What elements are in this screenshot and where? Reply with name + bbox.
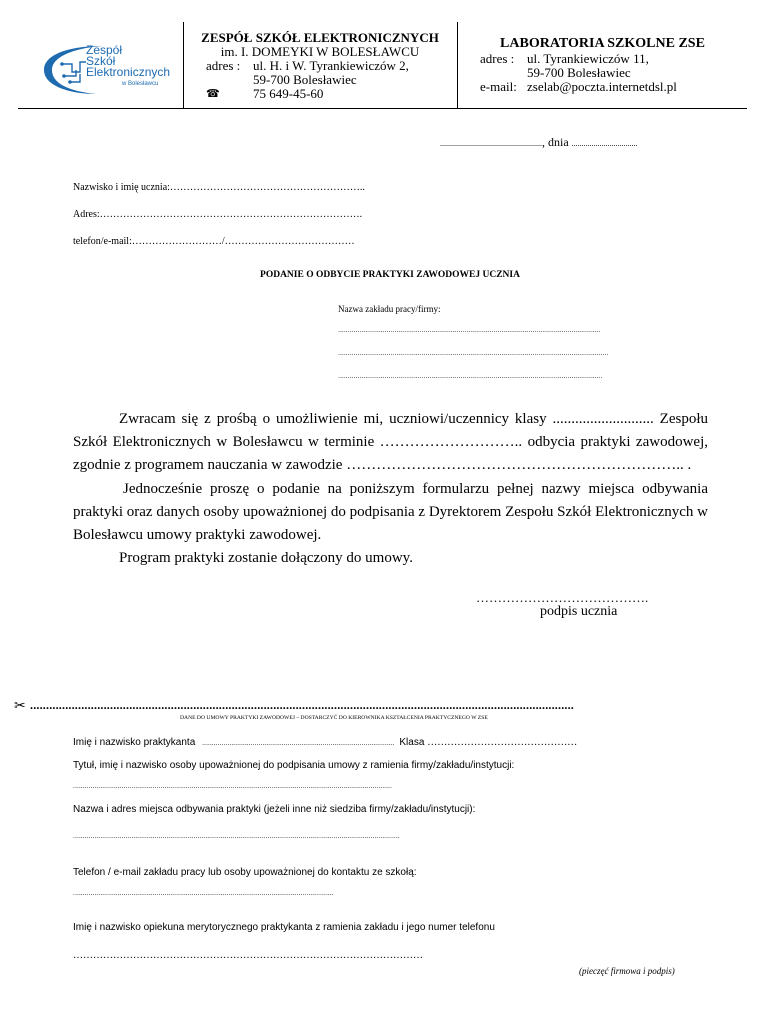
date-dots: ................................. [571, 139, 638, 148]
lab-address-line2: 59-700 Bolesławiec [527, 65, 631, 80]
school-patron: im. I. DOMEYKI W BOLESŁAWCU [220, 44, 420, 59]
stamp-label: (pieczęć firmowa i podpis) [579, 966, 675, 976]
company-line-3: ........................................................................................................................................ [338, 373, 603, 380]
scissors-icon: ✂ [14, 698, 26, 714]
company-label: Nazwa zakładu pracy/firmy: [338, 304, 441, 314]
school-logo [40, 42, 171, 98]
authorized-dots: .................................................................................................................................................................... [73, 783, 392, 790]
company-line-2: ........................................................................................................................................... [338, 350, 609, 357]
body-paragraph-2 [73, 478, 708, 547]
trainee-label: Imię i nazwisko praktykanta [73, 737, 196, 748]
phone-dots: ...................................................................................................................................... [73, 890, 334, 897]
header-divider-right [457, 22, 458, 108]
lower-subtitle: DANE DO UMOWY PRAKTYKI ZAWODOWEJ – DOSTARCZYĆ DO KIEROWNIKA KSZTAŁCENIA PRAKTYCZNEGO W ZSE [180, 715, 488, 721]
lab-email-label: e-mail: [480, 79, 517, 94]
date-line [440, 135, 638, 150]
body-paragraph-2-text: Jednocześnie proszę o podanie na poniższym formularzu pełnej nazwy miejsca odbywania praktyki oraz danych osoby upoważnionej do podpisania z Dyrektorem Zespołu Szkół Elektronicznych w Bolesławcu umowy praktyki zawodowej. [73, 481, 708, 543]
place-label: Nazwa i adres miejsca odbywania praktyki (jeżeli inne niż siedziba firmy/zakładu/instytucji): [73, 804, 476, 815]
body-paragraph-3-text: Program praktyki zostanie dołączony do umowy. [119, 550, 413, 566]
school-address-line1: ul. H. i W. Tyrankiewiczów 2, [253, 58, 409, 73]
school-address-label: adres : [206, 58, 241, 73]
tutor-dots: …………………………………………………………………………………………… [73, 950, 423, 961]
lab-address-label: adres : [480, 51, 515, 66]
lab-address-line1: ul. Tyrankiewiczów 11, [527, 51, 649, 66]
authorized-label: Tytuł, imię i nazwisko osoby upoważnionej do podpisania umowy z ramienia firmy/zakładu/instytucji: [73, 760, 515, 771]
form-title: PODANIE O ODBYCIE PRAKTYKI ZAWODOWEJ UCZNIA [260, 270, 520, 280]
trainee-line [73, 737, 577, 748]
company-line-1: ....................................................................................................................................... [338, 327, 601, 334]
logo-line-3: Elektronicznych [86, 65, 171, 79]
header-bottom-rule [18, 108, 747, 109]
body-paragraph-1 [73, 408, 708, 477]
phone-label: Telefon / e-mail zakładu pracy lub osoby upoważnionej do kontaktu ze szkołą: [73, 867, 417, 878]
tutor-label: Imię i nazwisko opiekuna merytorycznego praktykanta z ramienia zakładu i jego numer telefonu [73, 922, 495, 933]
student-contact-field: telefon/e-mail:………………………/………………………………… [73, 236, 355, 247]
cut-line-dots: .......................................................................................................................................................................... [30, 698, 574, 712]
student-address-field: Adres:……………………………………………………………………. [73, 209, 363, 220]
logo-line-4: w Bolesławcu [122, 81, 159, 87]
lab-name: LABORATORIA SZKOLNE ZSE [500, 36, 705, 51]
trainee-dots: ................................................................................................... [202, 740, 395, 747]
student-name-field: Nazwisko i imię ucznia:………………………………………………….. [73, 182, 365, 193]
place-dots: ........................................................................................................................................................................ [73, 833, 400, 840]
logo-line-1: Zespół [86, 43, 123, 57]
school-phone: 75 649-45-60 [253, 86, 324, 101]
class-dots: ……………………………………… [427, 737, 578, 748]
class-label: Klasa [399, 737, 425, 748]
logo-line-2: Szkół [86, 54, 116, 68]
body-paragraph-1-text: Zwracam się z prośbą o umożliwienie mi, uczniowi/uczennicy klasy ........................... Zespołu Szkół Elektronicznych w Bolesławcu w terminie ……………………….. odbycia praktyki zawodowej, zgodnie z programem nauczania w zawodzie ………………………………………………………….. . [73, 411, 708, 473]
place-dots: ................................................... [440, 139, 542, 148]
school-address-line2: 59-700 Bolesławiec [253, 72, 357, 87]
school-name: ZESPÓŁ SZKÓŁ ELEKTRONICZNYCH [201, 30, 439, 45]
signature-dots: …………………………………. [476, 590, 649, 605]
signature-label: podpis ucznia [540, 604, 618, 619]
date-separator: , dnia [542, 135, 569, 149]
lab-email: zselab@poczta.internetdsl.pl [527, 79, 677, 94]
body-paragraph-3 [73, 547, 708, 570]
phone-icon: ☎ [206, 87, 220, 100]
